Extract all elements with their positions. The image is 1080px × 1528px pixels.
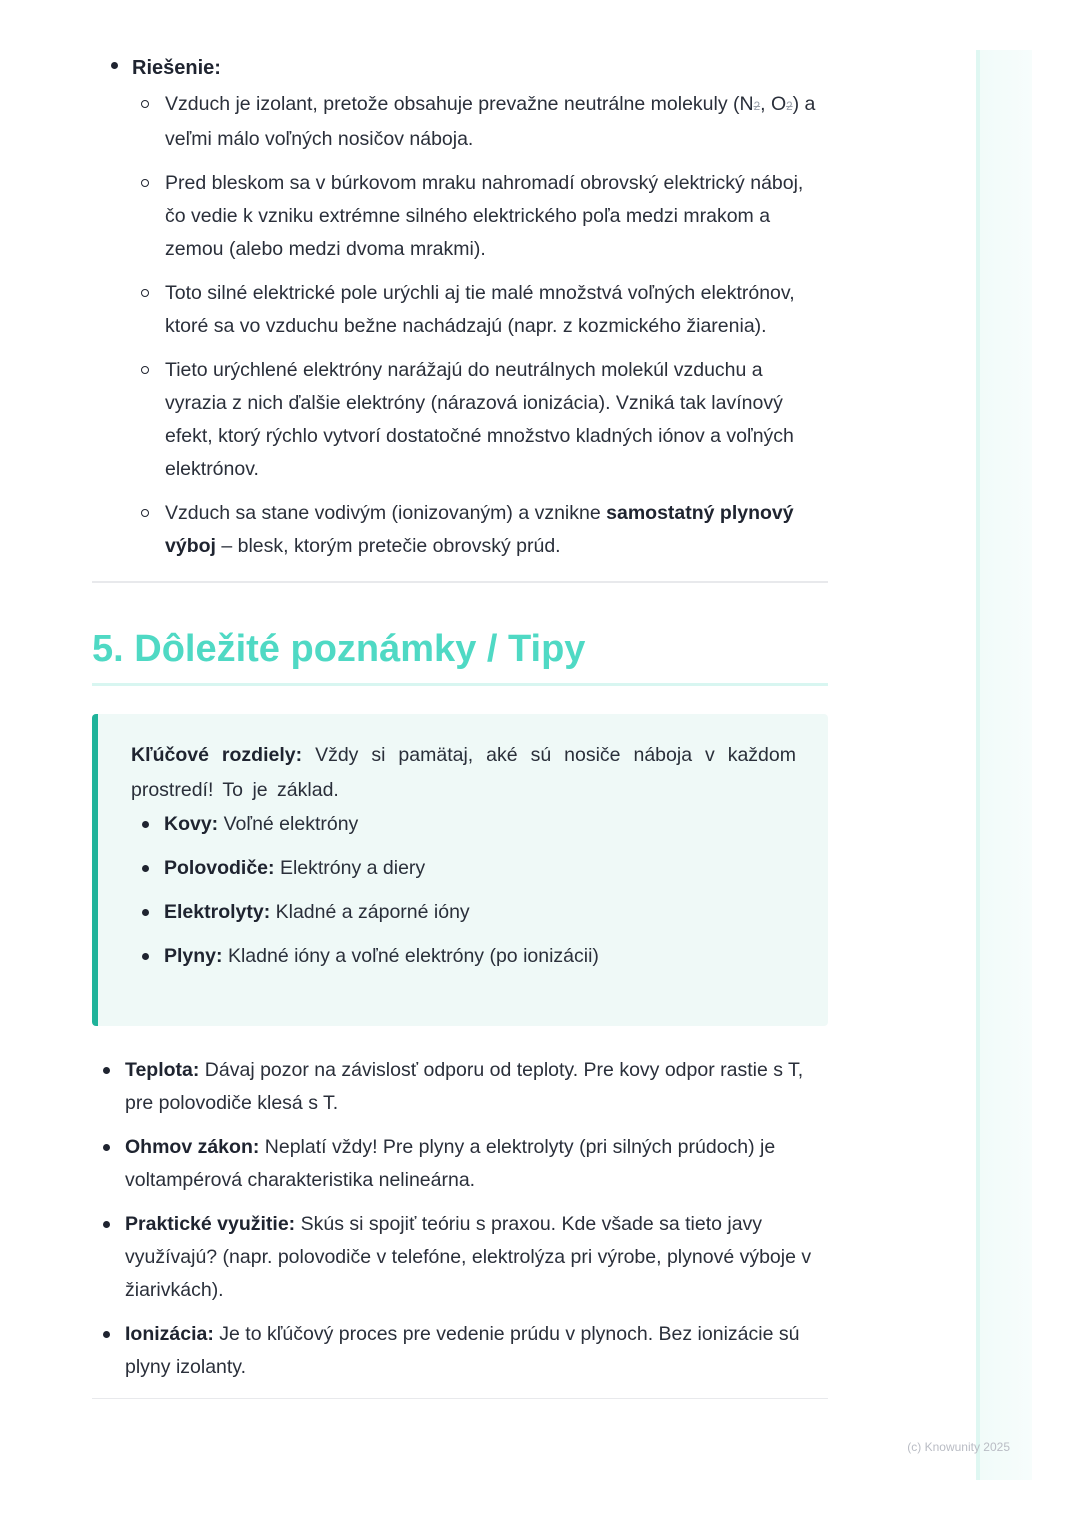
- tip-text: Je to kľúčový proces pre vedenie prúdu v plynoch. Bez ionizácie sú plyny izolanty.: [125, 1323, 800, 1378]
- carrier-item: [164, 808, 796, 841]
- tip-label: Teplota:: [125, 1059, 200, 1081]
- step-text: Tieto urýchlené elektróny narážajú do neutrálnych molekúl vzduchu a vyrazia z nich ďalšie elektróny (nárazová ionizácia). Vzniká tak lavínový efekt, ktorý rýchlo vytvorí dostatočné množstvo kladných iónov a voľných elektrónov.: [165, 359, 794, 480]
- solution-item: [132, 48, 828, 563]
- carrier-item: [164, 896, 796, 929]
- callout-lead: [131, 738, 796, 808]
- step-text: Pred bleskom sa v búrkovom mraku nahromadí obrovský elektrický náboj, čo vedie k vzniku extrémne silného elektrického poľa medzi mrakom a zemou (alebo medzi dvoma mrakmi).: [165, 172, 804, 260]
- subscript-2: 2: [753, 100, 761, 113]
- copyright-footer: (c) Knowunity 2025: [907, 1440, 1010, 1454]
- solution-step: [165, 497, 828, 563]
- tip-item: [125, 1208, 828, 1307]
- tip-label: Ohmov zákon:: [125, 1136, 260, 1158]
- solution-step: [165, 88, 828, 156]
- solution-step: [165, 167, 828, 266]
- tip-text: Neplatí vždy! Pre plyny a elektrolyty (pri silných prúdoch) je voltampérová charakteristika nelineárna.: [125, 1136, 776, 1191]
- step-text: – blesk, ktorým pretečie obrovský prúd.: [215, 535, 561, 557]
- tips-list: [92, 1054, 828, 1384]
- tip-text: Skús si spojiť teóriu s praxou. Kde všade sa tieto javy využívajú? (napr. polovodiče v telefóne, elektrolýza pri výrobe, plynové výboje v žiarivkách).: [125, 1213, 812, 1301]
- carrier-item: [164, 940, 796, 973]
- callout-lead-label: Kľúčové rozdiely:: [131, 744, 303, 766]
- tip-label: Praktické využitie:: [125, 1213, 296, 1235]
- solution-steps: [132, 88, 828, 563]
- step-text: Vzduch sa stane vodivým (ionizovaným) a vznikne: [165, 502, 607, 524]
- bottom-divider: [92, 1398, 828, 1399]
- carrier-label: Kovy:: [164, 813, 219, 835]
- carrier-text: Voľné elektróny: [218, 813, 359, 835]
- tip-item: [125, 1318, 828, 1384]
- key-differences-callout: [92, 714, 828, 1026]
- step-text: Vzduch je izolant, pretože obsahuje prevažne neutrálne molekuly (N: [165, 93, 754, 115]
- document-content: [92, 48, 828, 1399]
- carrier-label: Polovodiče:: [164, 857, 275, 879]
- carrier-text: Kladné a záporné ióny: [270, 901, 470, 923]
- tip-text: Dávaj pozor na závislosť odporu od teploty. Pre kovy odpor rastie s T, pre polovodiče klesá s T.: [125, 1059, 804, 1114]
- carrier-list: [131, 808, 796, 973]
- tip-item: [125, 1131, 828, 1197]
- subscript-2: 2: [786, 100, 793, 113]
- carrier-label: Plyny:: [164, 945, 223, 967]
- step-emphasis: samostatný plynový výboj: [165, 502, 794, 557]
- section-heading: 5. Dôležité poznámky / Tipy: [92, 583, 828, 686]
- step-text: , O: [760, 93, 787, 115]
- carrier-label: Elektrolyty:: [164, 901, 271, 923]
- carrier-item: [164, 852, 796, 885]
- carrier-text: Elektróny a diery: [274, 857, 426, 879]
- solution-step: [165, 277, 828, 343]
- carrier-text: Kladné ióny a voľné elektróny (po ionizácii): [222, 945, 599, 967]
- tip-item: [125, 1054, 828, 1120]
- side-decoration-strip: [976, 50, 1032, 1480]
- callout-lead-text: Vždy si pamätaj, aké sú nosiče náboja v každom prostredí! To je základ.: [131, 744, 796, 801]
- step-text: ) a veľmi málo voľných nosičov náboja.: [165, 93, 816, 150]
- solution-list: [92, 48, 828, 563]
- tip-label: Ionizácia:: [125, 1323, 214, 1345]
- step-text: Toto silné elektrické pole urýchli aj tie malé množstvá voľných elektrónov, ktoré sa vo vzduchu bežne nachádzajú (napr. z kozmického žiarenia).: [165, 282, 795, 337]
- solution-step: [165, 354, 828, 486]
- solution-label: Riešenie:: [132, 57, 221, 79]
